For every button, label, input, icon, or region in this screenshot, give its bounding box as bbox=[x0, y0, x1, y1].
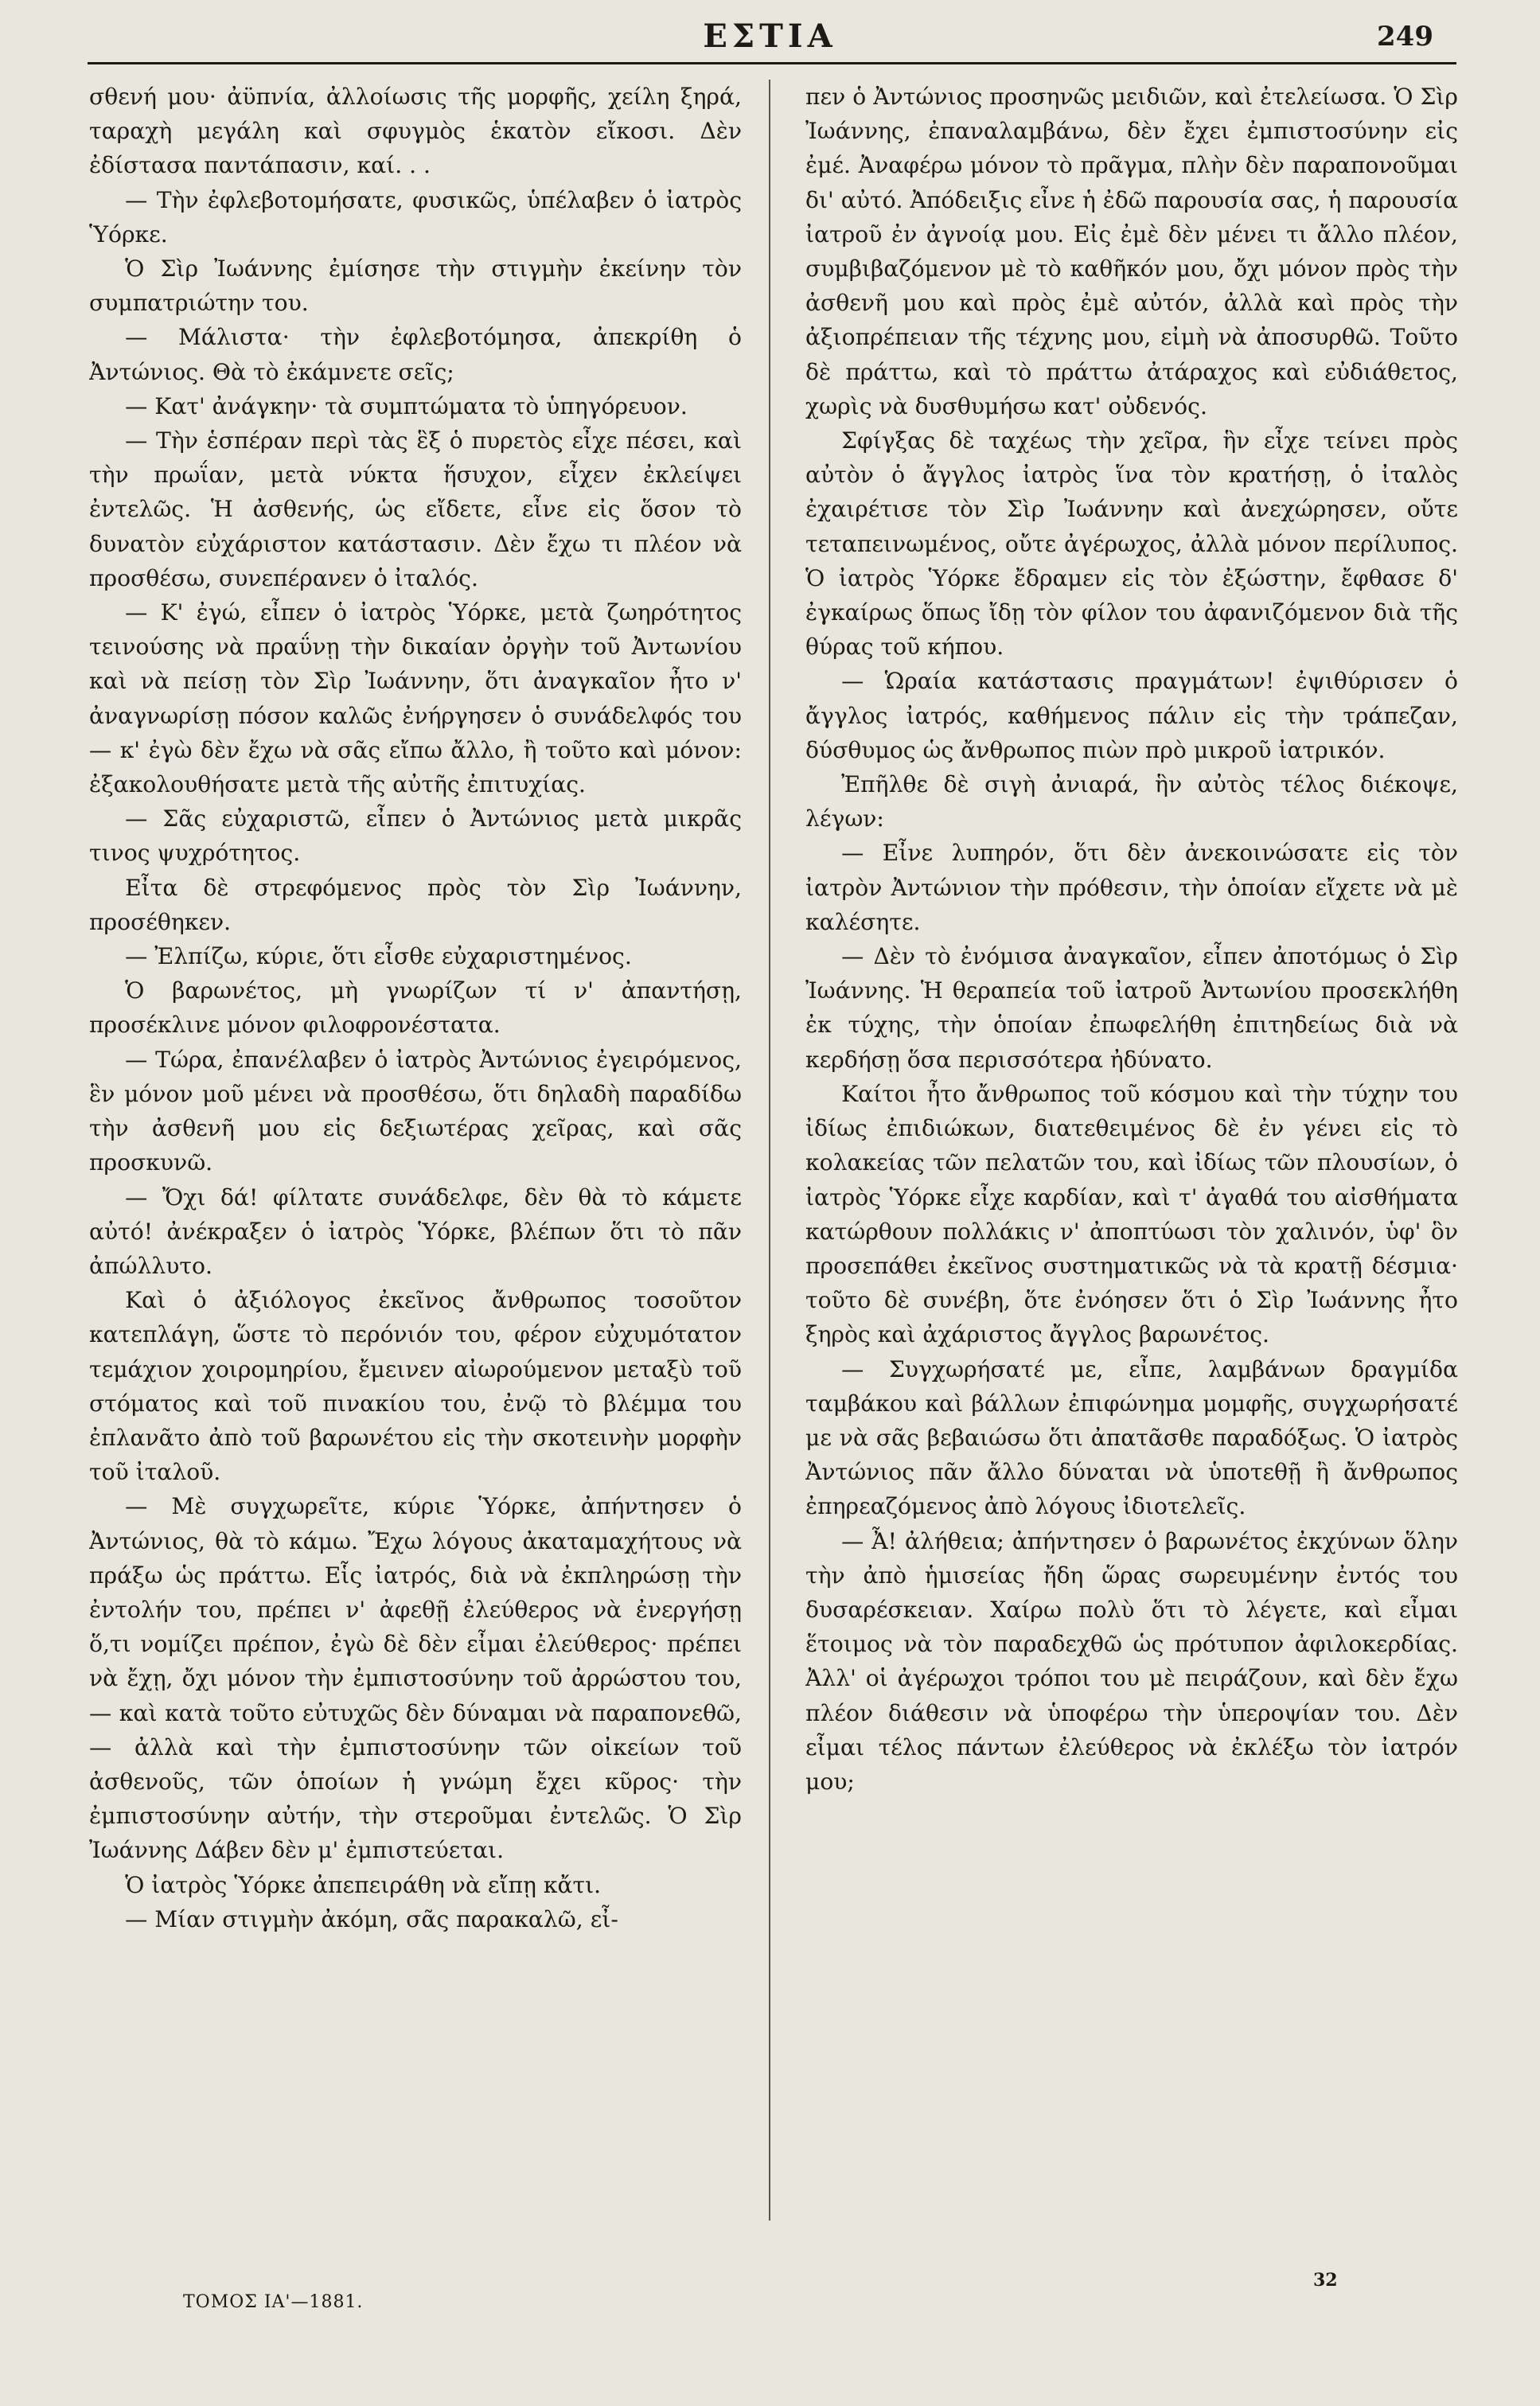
paragraph: — Κατ' ἀνάγκην· τὰ συμπτώματα τὸ ὑπηγόρευον. bbox=[125, 392, 688, 419]
paragraph: Καὶ ὁ ἀξιόλογος ἐκεῖνος ἄνθρωπος τοσοῦτον κατεπλάγη, ὥστε τὸ περόνιόν του, φέρον εὐχυμότατον τεμάχιον χοιρομηρίου, ἔμεινεν αἰωρούμενον μεταξὺ τοῦ στόματος καὶ τοῦ πινακίου του, ἐνῷ τὸ βλέμμα του ἐπλανᾶτο ἀπὸ τοῦ βαρωνέτου εἰς τὴν σκοτεινὴν μορφὴν τοῦ ἰταλοῦ. bbox=[89, 1287, 742, 1486]
paragraph: σθενή μου· ἀϋπνία, ἀλλοίωσις τῆς μορφῆς, χείλη ξηρά, ταραχὴ μεγάλη καὶ σφυγμὸς ἑκατὸν εἴκοσι. Δὲν ἐδίστασα παντάπασιν, καί. . . bbox=[89, 84, 742, 179]
page-number: 249 bbox=[1377, 21, 1433, 53]
page-header-title: ΕΣΤΙΑ bbox=[703, 18, 837, 55]
paragraph: Σφίγξας δὲ ταχέως τὴν χεῖρα, ἣν εἶχε τείνει πρὸς αὐτὸν ὁ ἄγγλος ἰατρὸς ἵνα τὸν κρατήσῃ, ὁ ἰταλὸς ἐχαιρέτισε τὸν Σὶρ Ἰωάννην καὶ ἀνεχώρησεν, οὔτε τεταπεινωμένος, οὔτε ἀγέρωχος, ἀλλὰ μόνον περίλυπος. Ὁ ἰατρὸς Ὑόρκε ἔδραμεν εἰς τὸν ἐξώστην, ἔφθασε δ' ἐγκαίρως ὅπως ἴδῃ τὸν φίλον του ἀφανιζόμενον διὰ τῆς θύρας τοῦ κήπου. bbox=[805, 427, 1458, 661]
volume-footer: ΤΟΜΟΣ ΙΑ'—1881. bbox=[183, 2292, 364, 2312]
paragraph: Καίτοι ἦτο ἄνθρωπος τοῦ κόσμου καὶ τὴν τύχην του ἰδίως ἐπιδιώκων, διατεθειμένος δὲ ἐν γένει εἰς τὸ κολακείας τῶν πελατῶν του, καὶ ἰδίως τῶν πλουσίων, ὁ ἰατρὸς Ὑόρκε εἶχε καρδίαν, καὶ τ' ἀγαθά του αἰσθήματα κατώρθουν πολλάκις ν' ἀποπτύωσι τὸν χαλινόν, ὑφ' ὃν προσεπάθει ἐκεῖνος συστηματικῶς νὰ τὰ κρατῇ δέσμια· τοῦτο δὲ συνέβη, ὅτε ἐνόησεν ὅτι ὁ Σὶρ Ἰωάννης ἦτο ξηρὸς καὶ ἀχάριστος ἄγγλος βαρωνέτος. bbox=[805, 1080, 1458, 1348]
paragraph: — Σᾶς εὐχαριστῶ, εἶπεν ὁ Ἀντώνιος μετὰ μικρᾶς τινος ψυχρότητος. bbox=[89, 805, 742, 867]
paragraph: — Μίαν στιγμὴν ἀκόμη, σᾶς παρακαλῶ, εἶ- bbox=[125, 1905, 618, 1932]
signature-mark: 32 bbox=[1313, 2270, 1338, 2291]
paragraph: — Ὄχι δά! φίλτατε συνάδελφε, δὲν θὰ τὸ κάμετε αὐτό! ἀνέκραξεν ὁ ἰατρὸς Ὑόρκε, βλέπων ὅτι τὸ πᾶν ἀπώλλυτο. bbox=[89, 1184, 742, 1279]
paragraph: — Κ' ἐγώ, εἶπεν ὁ ἰατρὸς Ὑόρκε, μετὰ ζωηρότητος τεινούσης νὰ πραΰνῃ τὴν δικαίαν ὀργὴν τοῦ Ἀντωνίου καὶ νὰ πείσῃ τὸν Σὶρ Ἰωάννην, ὅτι ἀναγκαῖον ἦτο ν' ἀναγνωρίσῃ πόσον καλῶς ἐνήργησεν ὁ συνάδελφός του — κ' ἐγὼ δὲν ἔχω νὰ σᾶς εἴπω ἄλλο, ἢ τοῦτο καὶ μόνον: ἐξακολουθήσατε μετὰ τῆς αὐτῆς ἐπιτυχίας. bbox=[89, 599, 742, 798]
paragraph: Ὁ Σὶρ Ἰωάννης ἐμίσησε τὴν στιγμὴν ἐκείνην τὸν συμπατριώτην του. bbox=[89, 255, 742, 317]
header-rule bbox=[88, 62, 1456, 64]
paragraph: Ὁ ἰατρὸς Ὑόρκε ἀπεπειράθη νὰ εἴπῃ κἄτι. bbox=[125, 1871, 602, 1898]
paragraph: — Τὴν ἑσπέραν περὶ τὰς ἓξ ὁ πυρετὸς εἶχε πέσει, καὶ τὴν πρωΐαν, μετὰ νύκτα ἥσυχον, εἶχεν ἐκλείψει ἐντελῶς. Ἡ ἀσθενής, ὡς εἴδετε, εἶνε εἰς ὅσον τὸ δυνατὸν εὐχάριστον κατάστασιν. Δὲν ἔχω τι πλέον νὰ προσθέσω, συνεπέρανεν ὁ ἰταλός. bbox=[89, 427, 742, 591]
paragraph: Ἐπῆλθε δὲ σιγὴ ἀνιαρά, ἣν αὐτὸς τέλος διέκοψε, λέγων: bbox=[805, 771, 1458, 833]
paragraph: — Ἆ! ἀλήθεια; ἀπήντησεν ὁ βαρωνέτος ἐκχύνων ὅλην τὴν ἀπὸ ἡμισείας ἤδη ὥρας σωρευμένην ἐντός του δυσαρέσκειαν. Χαίρω πολὺ ὅτι τὸ λέγετε, καὶ εἶμαι ἕτοιμος νὰ τὸν παραδεχθῶ ὡς πρότυπον ἀφιλοκερδίας. Ἀλλ' οἱ ἀγέρωχοι τρόποι του μὲ πειράζουν, καὶ δὲν ἔχω πλέον διάθεσιν νὰ ὑποφέρω τὴν ὑπεροψίαν του. Δὲν εἶμαι τέλος πάντων ἐλεύθερος νὰ ἐκλέξω τὸν ἰατρόν μου; bbox=[805, 1527, 1458, 1795]
paragraph: — Μὲ συγχωρεῖτε, κύριε Ὑόρκε, ἀπήντησεν ὁ Ἀντώνιος, θὰ τὸ κάμω. Ἔχω λόγους ἀκαταμαχήτους νὰ πράξω ὡς πράττω. Εἷς ἰατρός, διὰ νὰ ἐκπληρώσῃ τὴν ἐντολήν του, πρέπει ν' ἀφεθῇ ἐλεύθερος νὰ ἐνεργήσῃ ὅ,τι νομίζει πρέπον, ἐγὼ δὲ δὲν εἶμαι ἐλεύθερος· πρέπει νὰ ἔχῃ, ὄχι μόνον τὴν ἐμπιστοσύνην τοῦ ἀρρώστου του, — καὶ κατὰ τοῦτο εὐτυχῶς δὲν δύναμαι νὰ παραπονεθῶ, — ἀλλὰ καὶ τὴν ἐμπιστοσύνην τῶν οἰκείων τοῦ ἀσθενοῦς, τῶν ὁποίων ἡ γνώμη ἔχει κῦρος· τὴν ἐμπιστοσύνην αὐτήν, τὴν στεροῦμαι ἐντελῶς. Ὁ Σὶρ Ἰωάννης Δάβεν δὲν μ' ἐμπιστεύεται. bbox=[89, 1493, 742, 1864]
paragraph: — Τὴν ἐφλεβοτομήσατε, φυσικῶς, ὑπέλαβεν ὁ ἰατρὸς Ὑόρκε. bbox=[89, 186, 742, 248]
paragraph: — Τώρα, ἐπανέλαβεν ὁ ἰατρὸς Ἀντώνιος ἐγειρόμενος, ἓν μόνον μοῦ μένει νὰ προσθέσω, ὅτι δηλαδὴ παραδίδω τὴν ἀσθενῆ μου εἰς δεξιωτέρας χεῖρας, καὶ σᾶς προσκυνῶ. bbox=[89, 1046, 742, 1176]
paragraph: Ὁ βαρωνέτος, μὴ γνωρίζων τί ν' ἀπαντήσῃ, προσέκλινε μόνον φιλοφρονέστατα. bbox=[89, 977, 742, 1039]
paragraph: — Εἶνε λυπηρόν, ὅτι δὲν ἀνεκοινώσατε εἰς τὸν ἰατρὸν Ἀντώνιον τὴν πρόθεσιν, τὴν ὁποίαν εἴχετε νὰ μὲ καλέσητε. bbox=[805, 840, 1458, 935]
column-divider bbox=[769, 80, 770, 2221]
paragraph: — Συγχωρήσατέ με, εἶπε, λαμβάνων δραγμίδα ταμβάκου καὶ βάλλων ἐπιφώνημα μομφῆς, συγχωρήσατέ με νὰ σᾶς βεβαιώσω ὅτι ἀπατᾶσθε παραδόξως. Ὁ ἰατρὸς Ἀντώνιος πᾶν ἄλλο δύναται νὰ ὑποτεθῇ ἢ ἄνθρωπος ἐπηρεαζόμενος ἀπὸ λόγους ἰδιοτελεῖς. bbox=[805, 1355, 1458, 1520]
paragraph: — Δὲν τὸ ἐνόμισα ἀναγκαῖον, εἶπεν ἀποτόμως ὁ Σὶρ Ἰωάννης. Ἡ θεραπεία τοῦ ἰατροῦ Ἀντωνίου προσεκλήθη ἐκ τύχης, τὴν ὁποίαν ἐπωφελήθη ἐπιτηδείως διὰ νὰ κερδήσῃ ὅσα περισσότερα ἠδύνατο. bbox=[805, 943, 1458, 1073]
paragraph: πεν ὁ Ἀντώνιος προσηνῶς μειδιῶν, καὶ ἐτελείωσα. Ὁ Σὶρ Ἰωάννης, ἐπαναλαμβάνω, δὲν ἔχει ἐμπιστοσύνην εἰς ἐμέ. Ἀναφέρω μόνον τὸ πρᾶγμα, πλὴν δὲν παραπονοῦμαι δι' αὐτό. Ἀπόδειξις εἶνε ἡ ἐδῶ παρουσία σας, ἡ παρουσία ἰατροῦ ἐν ἀγνοίᾳ μου. Εἰς ἐμὲ δὲν μένει τι ἄλλο πλέον, συμβιβαζόμενον μὲ τὸ καθῆκόν μου, ὄχι μόνον πρὸς τὴν ἀσθενῆ μου καὶ πρὸς ἐμὲ αὐτόν, ἀλλὰ καὶ πρὸς τὴν ἀξιοπρέπειαν τῆς τέχνης μου, εἰμὴ νὰ ἀποσυρθῶ. Τοῦτο δὲ πράττω, καὶ τὸ πράττω ἀτάραχος καὶ εὐδιάθετος, χωρὶς νὰ δυσθυμήσω κατ' οὐδενός. bbox=[805, 84, 1458, 419]
paragraph: — Μάλιστα· τὴν ἐφλεβοτόμησα, ἀπεκρίθη ὁ Ἀντώνιος. Θὰ τὸ ἐκάμνετε σεῖς; bbox=[89, 324, 742, 385]
paragraph: — Ἐλπίζω, κύριε, ὅτι εἶσθε εὐχαριστημένος. bbox=[125, 943, 632, 970]
right-column bbox=[805, 80, 1458, 2260]
paragraph: — Ὡραία κατάστασις πραγμάτων! ἐψιθύρισεν ὁ ἄγγλος ἰατρός, καθήμενος πάλιν εἰς τὴν τράπεζαν, δύσθυμος ὡς ἄνθρωπος πιὼν πρὸ μικροῦ ἰατρικόν. bbox=[805, 668, 1458, 763]
paragraph: Εἶτα δὲ στρεφόμενος πρὸς τὸν Σὶρ Ἰωάννην, προσέθηκεν. bbox=[89, 874, 742, 935]
left-column bbox=[89, 80, 742, 2260]
